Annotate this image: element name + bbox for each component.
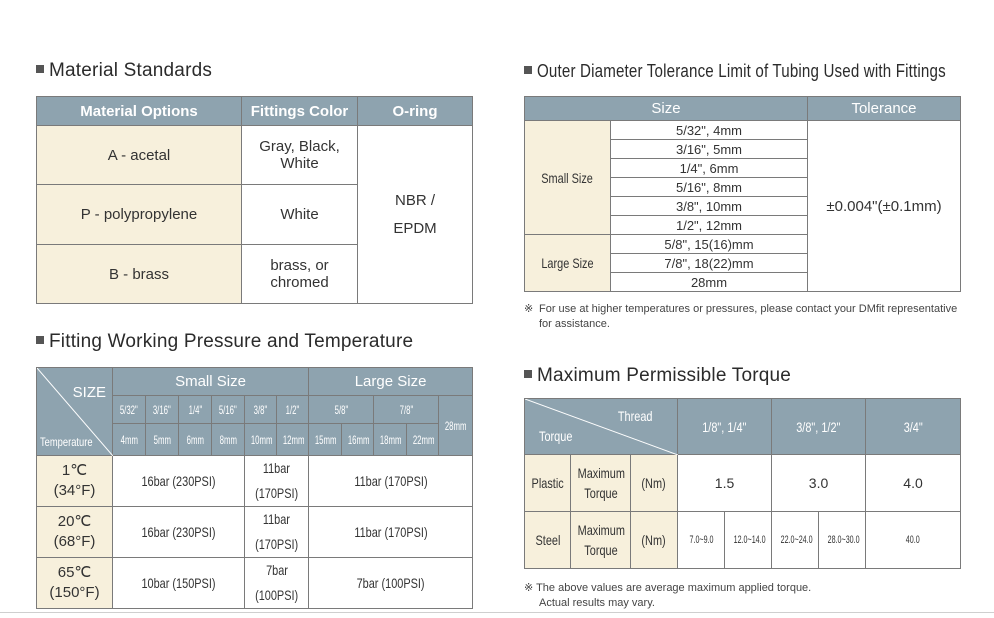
header-fittings-color: Fittings Color [242, 97, 358, 126]
inch-3-16-text: 3/16" [153, 402, 171, 417]
pressure-value: 11bar [262, 460, 291, 476]
mm-5 [146, 424, 179, 456]
mm-16-text: 16mm [347, 432, 370, 447]
pressure-value: 7bar [265, 562, 288, 578]
tubing-size: 7/8", 18(22)mm [611, 254, 808, 273]
mm-5-text: 5mm [153, 432, 171, 447]
inch-1-2 [277, 396, 309, 424]
unit-nm [631, 455, 678, 512]
pressure-value: 7bar (100PSI) [356, 575, 425, 591]
torque-label [539, 428, 582, 444]
inch-5-8-text: 5/8" [334, 402, 348, 417]
pressure-value: 11bar [262, 511, 291, 527]
max-torque-text: Maximum Torque [577, 465, 625, 501]
thread-3-8-1-2 [772, 399, 866, 455]
thread-torque-corner [525, 399, 678, 455]
max-torque-text: Maximum Torque [577, 522, 625, 558]
mm-22-text: 22mm [412, 432, 435, 447]
torque-value [772, 512, 819, 569]
mm-6-text: 6mm [186, 432, 204, 447]
torque-label-text: Torque [539, 428, 573, 444]
pressure-value: 16bar (230PSI) [141, 473, 216, 489]
pressure-small-b [245, 507, 309, 558]
temp-f: (68°F) [53, 533, 96, 550]
mm-8 [212, 424, 245, 456]
large-size-label [525, 235, 611, 292]
temperature-label-text: Temperature [40, 435, 93, 449]
pressure-small-b [245, 558, 309, 609]
inch-5-32-text: 5/32" [120, 402, 138, 417]
pressure-small-a [113, 558, 245, 609]
footer-divider [0, 612, 994, 613]
small-size-label-text: Small Size [541, 169, 594, 186]
color-brass: brass, or chromed [242, 245, 358, 304]
temp-65c [37, 558, 113, 609]
tubing-size: 28mm [611, 273, 808, 292]
max-torque-label [571, 455, 631, 512]
bullet-square-icon [524, 66, 532, 74]
unit-text: (Nm) [641, 532, 667, 548]
max-torque-label [571, 512, 631, 569]
inch-7-8-text: 7/8" [399, 402, 413, 417]
torque-table [524, 398, 961, 569]
torque-steel [525, 512, 571, 569]
torque-value-text: 22.0~24.0 [780, 534, 813, 546]
mm-15 [309, 424, 342, 456]
pressure-value: (170PSI) [254, 536, 299, 552]
torque-value [866, 512, 961, 569]
inch-5-32 [113, 396, 146, 424]
pressure-value: (170PSI) [254, 485, 299, 501]
tubing-size: 3/8", 10mm [611, 197, 808, 216]
mm-18-text: 18mm [379, 432, 402, 447]
large-size-header: Large Size [309, 368, 473, 396]
material-title-text: Material Standards [49, 60, 213, 81]
inch-3-8-text: 3/8" [253, 402, 268, 417]
material-table [36, 96, 473, 304]
mm-8-text: 8mm [219, 432, 237, 447]
color-acetal: Gray, Black, White [242, 126, 358, 185]
torque-note-line1: ※ The above values are average maximum applied torque. [524, 582, 812, 594]
small-size-label [525, 121, 611, 235]
tubing-size: 1/2", 12mm [611, 216, 808, 235]
torque-plastic [525, 455, 571, 512]
thread-text: 3/4" [903, 418, 923, 435]
mm-4 [113, 424, 146, 456]
inch-5-8 [309, 396, 374, 424]
note-text: For use at higher temperatures or pressures, please contact your DMfit representative for assistance. [539, 303, 958, 330]
pressure-value: 11bar (170PSI) [353, 473, 428, 489]
mm-28 [439, 396, 473, 456]
torque-value: 4.0 [866, 455, 961, 512]
mm-6 [179, 424, 212, 456]
thread-label-text: Thread [617, 408, 653, 424]
oring-value: NBR / EPDM [358, 126, 473, 304]
tolerance-note [524, 302, 964, 332]
torque-value [725, 512, 772, 569]
mm-15-text: 15mm [314, 432, 337, 447]
pressure-small-a [113, 507, 245, 558]
temp-20c [37, 507, 113, 558]
temp-c: 20℃ [57, 513, 92, 530]
mm-10-text: 10mm [250, 432, 273, 447]
thread-3-4 [866, 399, 961, 455]
temp-f: (150°F) [49, 584, 100, 601]
mm-16 [342, 424, 374, 456]
tolerance-title-text: Outer Diameter Tolerance Limit of Tubing Used with Fittings [537, 61, 946, 81]
inch-1-4-text: 1/4" [188, 402, 202, 417]
temp-f: (34°F) [53, 482, 96, 499]
pressure-value: 16bar (230PSI) [141, 524, 216, 540]
tubing-size: 5/32", 4mm [611, 121, 808, 140]
inch-3-16 [146, 396, 179, 424]
small-size-header: Small Size [113, 368, 309, 396]
material-standards-title [36, 60, 212, 82]
bullet-square-icon [36, 336, 44, 344]
note-mark: ※ [524, 303, 534, 315]
pressure-value: (100PSI) [254, 587, 299, 603]
material-text: Steel [535, 532, 560, 548]
thread-1-8-1-4 [678, 399, 772, 455]
bullet-square-icon [36, 65, 44, 73]
size-label: SIZE [72, 384, 106, 401]
torque-title [524, 365, 791, 387]
torque-value [678, 512, 725, 569]
mm-22 [407, 424, 439, 456]
tolerance-title [524, 61, 994, 82]
header-tolerance: Tolerance [808, 97, 961, 121]
temp-1c [37, 456, 113, 507]
temp-c: 65℃ [57, 564, 92, 581]
thread-text: 1/8", 1/4" [702, 418, 747, 435]
pressure-large [309, 558, 473, 609]
thread-label [613, 408, 657, 424]
torque-value-text: 7.0~9.0 [688, 534, 714, 546]
inch-3-8 [245, 396, 277, 424]
tolerance-value: ±0.004"(±0.1mm) [808, 121, 961, 292]
pressure-small-b [245, 456, 309, 507]
material-text: Plastic [531, 475, 564, 491]
pressure-value: 10bar (150PSI) [141, 575, 216, 591]
unit-nm [631, 512, 678, 569]
tubing-size: 5/16", 8mm [611, 178, 808, 197]
inch-1-4 [179, 396, 212, 424]
inch-5-16 [212, 396, 245, 424]
torque-note-line2: Actual results may vary. [539, 597, 655, 609]
torque-value: 1.5 [678, 455, 772, 512]
temp-c: 1℃ [61, 462, 88, 479]
tolerance-table [524, 96, 961, 292]
mm-18 [374, 424, 407, 456]
pressure-title-text: Fitting Working Pressure and Temperature [49, 331, 414, 352]
material-acetal: A - acetal [37, 126, 242, 185]
inch-5-16-text: 5/16" [219, 402, 237, 417]
torque-title-text: Maximum Permissible Torque [537, 365, 792, 386]
pressure-value: 11bar (170PSI) [353, 524, 428, 540]
torque-value: 3.0 [772, 455, 866, 512]
pressure-title [36, 331, 413, 353]
header-oring: O-ring [358, 97, 473, 126]
pressure-large [309, 456, 473, 507]
unit-text: (Nm) [641, 475, 667, 491]
torque-value-text: 28.0~30.0 [827, 534, 860, 546]
torque-value-text: 40.0 [906, 534, 920, 546]
mm-12-text: 12mm [282, 432, 305, 447]
color-polypropylene: White [242, 185, 358, 245]
inch-7-8 [374, 396, 439, 424]
thread-text: 3/8", 1/2" [796, 418, 841, 435]
tubing-size: 1/4", 6mm [611, 159, 808, 178]
temperature-label [40, 435, 107, 449]
material-brass: B - brass [37, 245, 242, 304]
torque-value-text: 12.0~14.0 [733, 534, 766, 546]
bullet-square-icon [524, 370, 532, 378]
tubing-size: 3/16", 5mm [611, 140, 808, 159]
mm-12 [277, 424, 309, 456]
header-material-options: Material Options [37, 97, 242, 126]
size-temperature-corner [37, 368, 113, 456]
torque-note [524, 581, 964, 611]
large-size-label-text: Large Size [541, 255, 594, 271]
pressure-large [309, 507, 473, 558]
torque-value [819, 512, 866, 569]
mm-28-text: 28mm [444, 418, 467, 433]
material-polypropylene: P - polypropylene [37, 185, 242, 245]
mm-4-text: 4mm [120, 432, 138, 447]
header-size: Size [525, 97, 808, 121]
mm-10 [245, 424, 277, 456]
pressure-small-a [113, 456, 245, 507]
tubing-size: 5/8", 15(16)mm [611, 235, 808, 254]
inch-1-2-text: 1/2" [285, 402, 300, 417]
pressure-table [36, 367, 473, 609]
